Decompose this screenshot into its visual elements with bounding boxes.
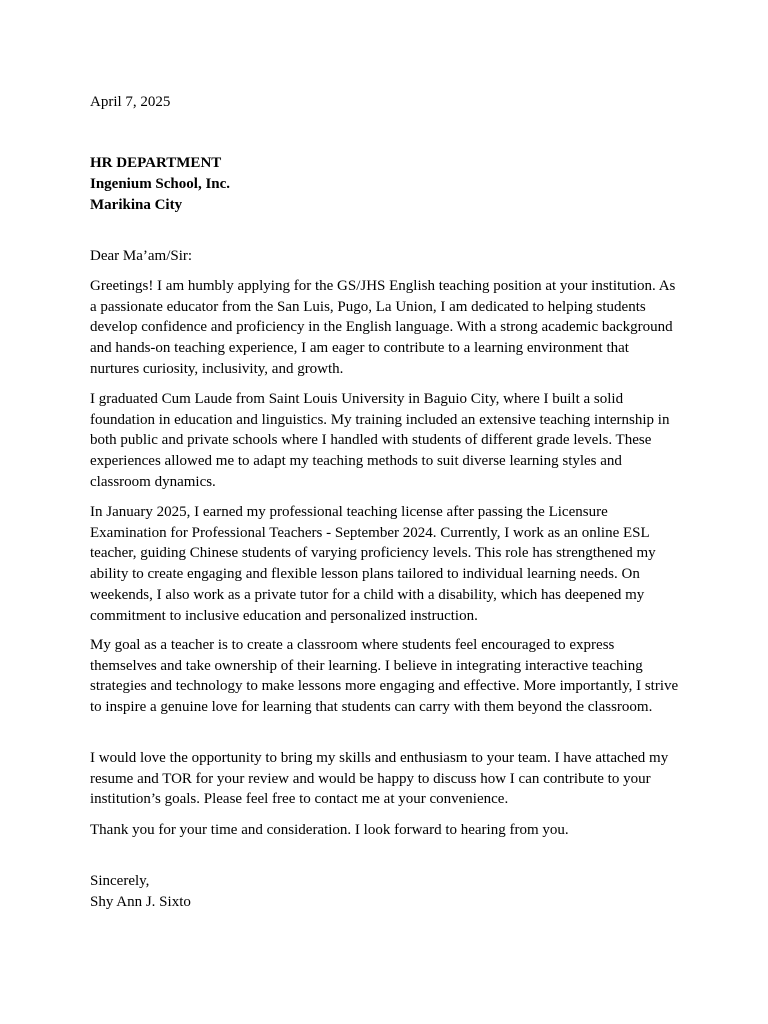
- signature-name: Shy Ann J. Sixto: [90, 894, 191, 910]
- paragraph-goals: My goal as a teacher is to create a classroom where students feel encouraged to express themselves and take ownership of their learning. I believe in integrating interactive teaching strategies and technology to make lessons more engaging and effective. More importantly, I strive to inspire a genuine love for learning that students can carry with them beyond the classroom.: [90, 637, 679, 716]
- closing: Sincerely,: [90, 873, 150, 889]
- salutation: Dear Ma’am/Sir:: [90, 248, 193, 264]
- paragraph-request: I would love the opportunity to bring my skills and enthusiasm to your team. I have attached my resume and TOR for your review and would be happy to discuss how I can contribute to your institution’s goals. Please feel free to contact me at your convenience.: [90, 750, 669, 808]
- letter-date: April 7, 2025: [90, 94, 171, 110]
- recipient-city: Marikina City: [90, 197, 183, 213]
- paragraph-thanks: Thank you for your time and consideration. I look forward to hearing from you.: [90, 822, 569, 838]
- paragraph-intro: Greetings! I am humbly applying for the GS/JHS English teaching position at your institution. As a passionate educator from the San Luis, Pugo, La Union, I am dedicated to helping students develop confidence and proficiency in the English language. With a strong academic background and hands-on teaching experience, I am eager to contribute to a learning environment that nurtures curiosity, inclusivity, and growth.: [90, 278, 676, 377]
- recipient-department: HR DEPARTMENT: [90, 155, 222, 171]
- paragraph-education: I graduated Cum Laude from Saint Louis University in Baguio City, where I built a solid foundation in education and linguistics. My training included an extensive teaching internship in both public and private schools where I handled with students of different grade levels. These experiences allowed me to adapt my teaching methods to suit diverse learning styles and classroom dynamics.: [90, 391, 670, 490]
- recipient-organization: Ingenium School, Inc.: [90, 176, 231, 192]
- paragraph-experience: In January 2025, I earned my professional teaching license after passing the Licensure Examination for Professional Teachers - September 2024. Currently, I work as an online ESL teacher, guiding Chinese students of varying proficiency levels. This role has strengthened my ability to create engaging and flexible lesson plans tailored to individual learning needs. On weekends, I also work as a private tutor for a child with a disability, which has deepened my commitment to inclusive education and personalized instruction.: [90, 504, 656, 624]
